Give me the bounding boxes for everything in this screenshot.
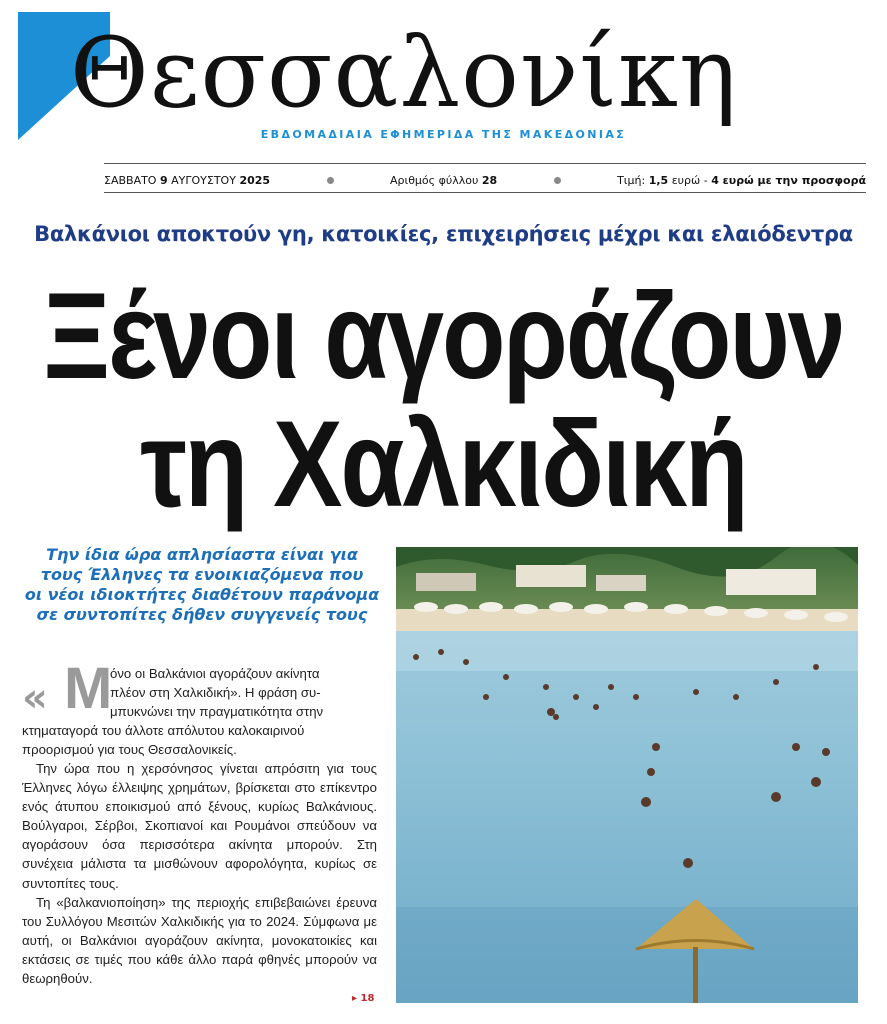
lead-line: προορισμού για τους Θεσσαλονικείς. xyxy=(22,742,237,758)
lead-line: μπυκνώνει την πραγματικότητα στην xyxy=(110,704,324,720)
headline-kicker: Βαλκάνιοι αποκτούν γη, κατοικίες, επιχειρήσεις μέχρι και ελαιόδεντρα xyxy=(34,222,853,246)
beach-photo xyxy=(396,547,858,1003)
logo-text: Θεσσαλονίκη xyxy=(70,17,738,129)
subhead-line: οι νέοι ιδιοκτήτες διαθέτουν παράνομα xyxy=(24,585,380,604)
issue-date: ΣΑΒΒΑΤΟ 9 ΑΥΓΟΥΣΤΟΥ 2025 xyxy=(104,173,271,187)
masthead-tagline: ΕΒΔΟΜΑΔΙΑΙΑ ΕΦΗΜΕΡΙΔΑ ΤΗΣ ΜΑΚΕΔΟΝΙΑΣ xyxy=(260,128,627,141)
newspaper-logo[interactable] xyxy=(70,18,870,128)
subhead-line: σε συντοπίτες δήθεν συγγενείς τους xyxy=(36,605,368,624)
main-headline-line-2[interactable]: τη Χαλκιδική xyxy=(140,396,747,534)
body-paragraph: Τη «βαλκανιοποίηση» της περιοχής επιβεβαιώνει έρευνα του Συλλόγου Μεσιτών Χαλκιδικής για το 2024. Σύμφωνα με αυτή, οι Βαλκάνιοι αγοράζουν ακίνητα, μονοκατοικίες και εκτάσεις σε τιμές που κάθε άλλο παρά φθηνές μπορούν να θεωρηθούν. xyxy=(22,894,377,987)
article-body xyxy=(22,656,377,988)
subheadline xyxy=(22,545,382,625)
issue-info-bar xyxy=(104,170,866,190)
body-paragraph: Την ώρα που η χερσόνησος γίνεται απρόσιτη για τους Έλληνες λόγω έλλειψης χρημάτων, βρίσκεται στο επίκεντρο ενός άτυπου εποικισμού από ξένους, κυρίως Βαλκάνιους. Βούλγαροι, Σέρβοι, Σκοπιανοί και Ρουμάνοι σπεύδουν να αγοράσουν όσα περισσότερα ακίνητα μπορούν. Στη συνέχεια μάλιστα τα μισθώνουν αφορολόγητα, κυρίως σε συντοπίτες τους. xyxy=(22,761,377,891)
lead-line: όνο οι Βαλκάνιοι αγοράζουν ακίνητα xyxy=(110,666,320,681)
continued-page-ref[interactable]: ▸ 18 xyxy=(352,993,375,1004)
separator-dot xyxy=(327,177,334,184)
lead-line: κτηματαγορά του άλλοτε απόλυτου καλοκαιρινού xyxy=(22,723,305,739)
subhead-line: Την ίδια ώρα απλησίαστα είναι για xyxy=(46,545,358,564)
drop-cap: Μ xyxy=(64,656,113,721)
lead-line: πλέον στη Χαλκιδική». Η φράση συ- xyxy=(110,685,321,701)
lead-paragraph xyxy=(22,656,377,759)
issue-number: Αριθμός φύλλου 28 xyxy=(389,173,498,187)
subhead-line: τους Έλληνες τα ενοικιαζόμενα που xyxy=(40,565,364,584)
top-rule xyxy=(104,163,866,164)
quote-mark: « xyxy=(22,675,48,721)
bottom-rule xyxy=(104,192,866,193)
main-headline-line-1[interactable]: Ξένοι αγοράζουν xyxy=(43,268,844,406)
issue-price: Τιμή: 1,5 ευρώ - 4 ευρώ με την προσφορά xyxy=(617,173,866,187)
separator-dot xyxy=(554,177,561,184)
